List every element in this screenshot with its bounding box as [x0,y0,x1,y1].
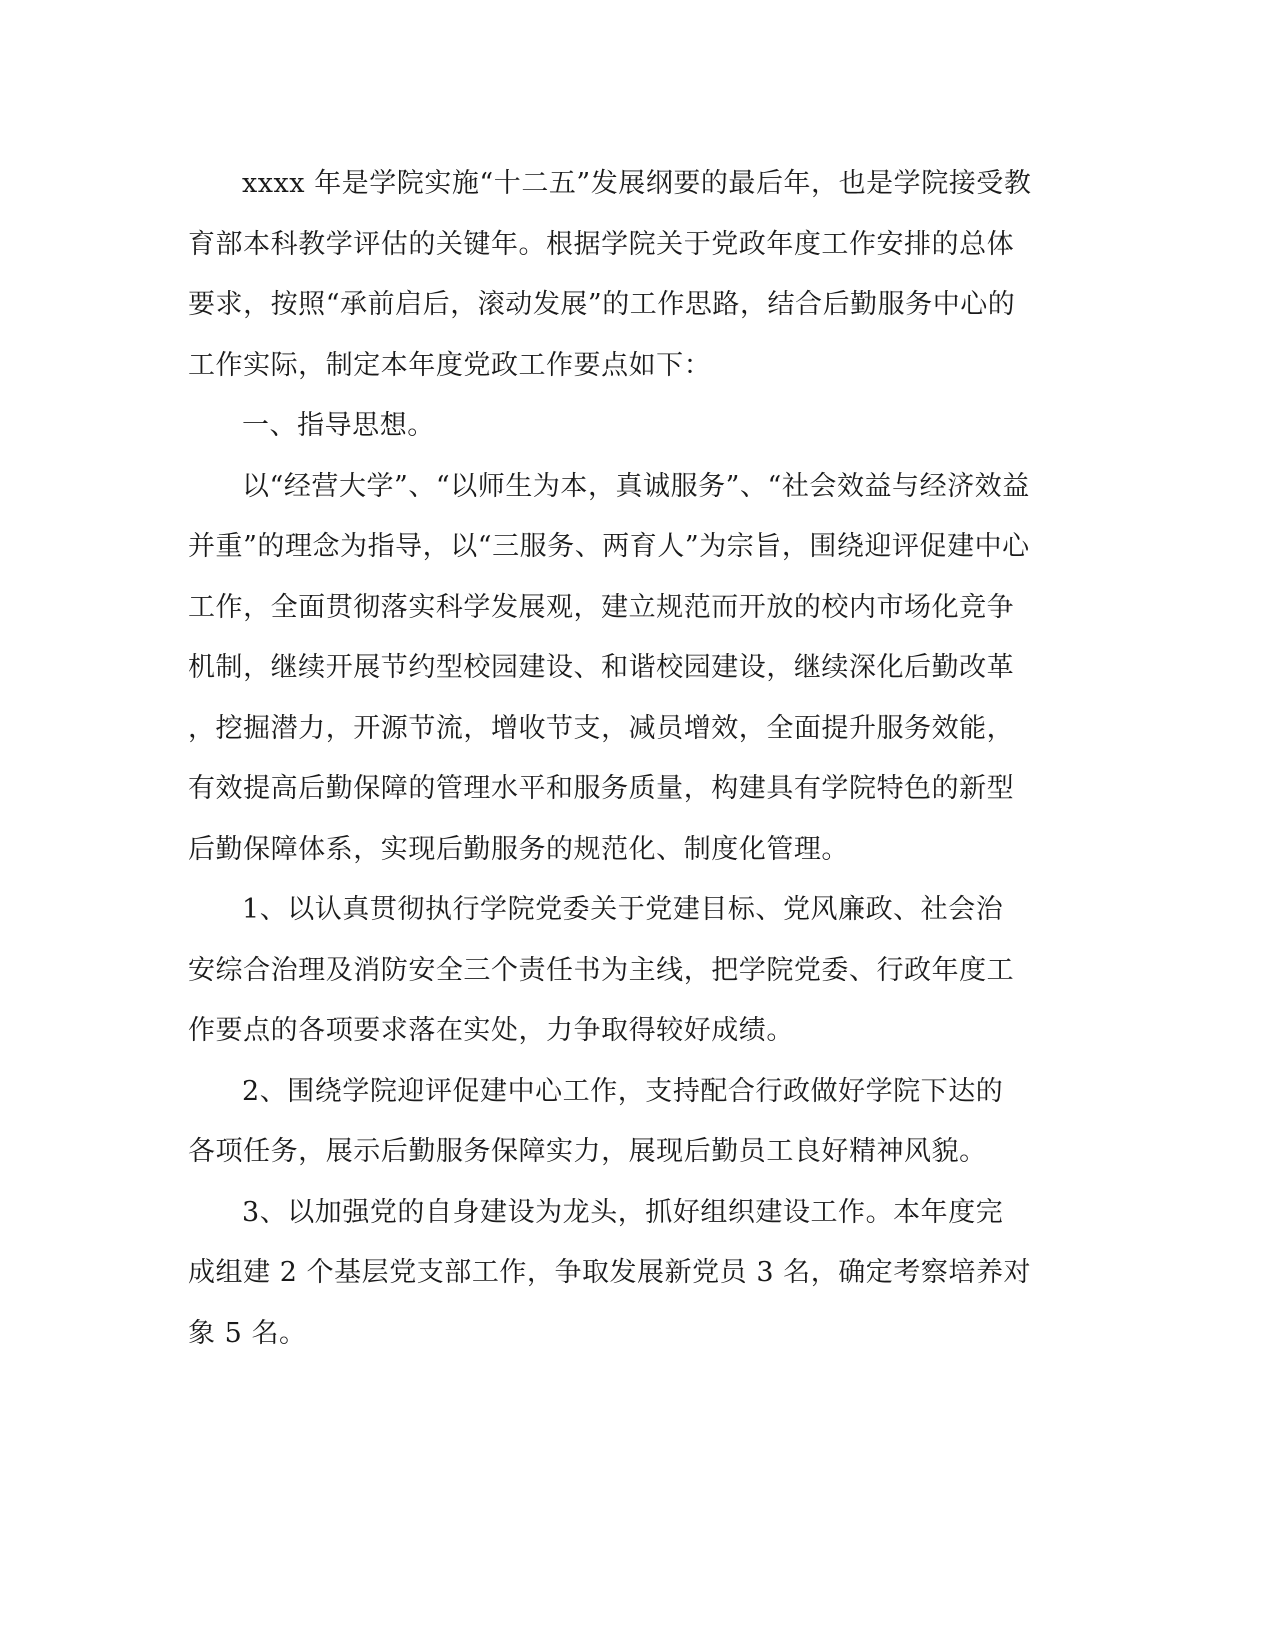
paragraph-line: 2、围绕学院迎评促建中心工作，支持配合行政做好学院下达的 [242,1075,1004,1107]
paragraph-line: 工作实际，制定本年度党政工作要点如下： [188,349,712,381]
paragraph-line: 并重”的理念为指导，以“三服务、两育人”为宗旨，围绕迎评促建中心 [188,531,1030,562]
paragraph-line: 要求，按照“承前启后，滚动发展”的工作思路，结合后勤服务中心的 [188,289,1016,320]
paragraph-guiding-ideology [188,457,1078,881]
paragraph-line: 3、以加强党的自身建设为龙头，抓好组织建设工作。本年度完 [242,1196,1004,1228]
section-heading: 一、指导思想。 [242,410,435,441]
document-body [188,154,1078,1364]
paragraph-item-1 [188,880,1078,1062]
paragraph-line: 1、以认真贯彻执行学院党委关于党建目标、党风廉政、社会治 [242,894,1004,925]
paragraph-line: 工作，全面贯彻落实科学发展观，建立规范而开放的校内市场化竞争 [188,591,1015,623]
paragraph-line: 成组建 2 个基层党支部工作，争取发展新党员 3 名，确定考察培养对 [188,1257,1032,1288]
paragraph-line: 后勤保障体系，实现后勤服务的规范化、制度化管理。 [188,833,849,865]
paragraph-line: 机制，继续开展节约型校园建设、和谐校园建设，继续深化后勤改革 [188,652,1015,683]
paragraph-line: ，挖掘潜力，开源节流，增收节支，减员增效，全面提升服务效能， [188,712,1015,744]
section-heading-guiding-ideology [188,396,1078,457]
paragraph-line: 以“经营大学”、“以师生为本，真诚服务”、“社会效益与经济效益 [242,470,1030,502]
paragraph-line: 有效提高后勤保障的管理水平和服务质量，构建具有学院特色的新型 [188,773,1015,804]
paragraph-item-3 [188,1183,1078,1365]
paragraph-line: 象 5 名。 [188,1317,307,1349]
paragraph-line: 作要点的各项要求落在实处，力争取得较好成绩。 [188,1015,794,1046]
paragraph-item-2 [188,1062,1078,1183]
paragraph-line: 育部本科教学评估的关键年。根据学院关于党政年度工作安排的总体 [188,228,1015,260]
paragraph-line: 各项任务，展示后勤服务保障实力，展现后勤员工良好精神风貌。 [188,1136,987,1167]
paragraph-line: xxxx 年是学院实施“十二五”发展纲要的最后年，也是学院接受教 [242,168,1032,199]
paragraph-line: 安综合治理及消防安全三个责任书为主线，把学院党委、行政年度工 [188,954,1015,986]
paragraph-intro [188,154,1078,396]
